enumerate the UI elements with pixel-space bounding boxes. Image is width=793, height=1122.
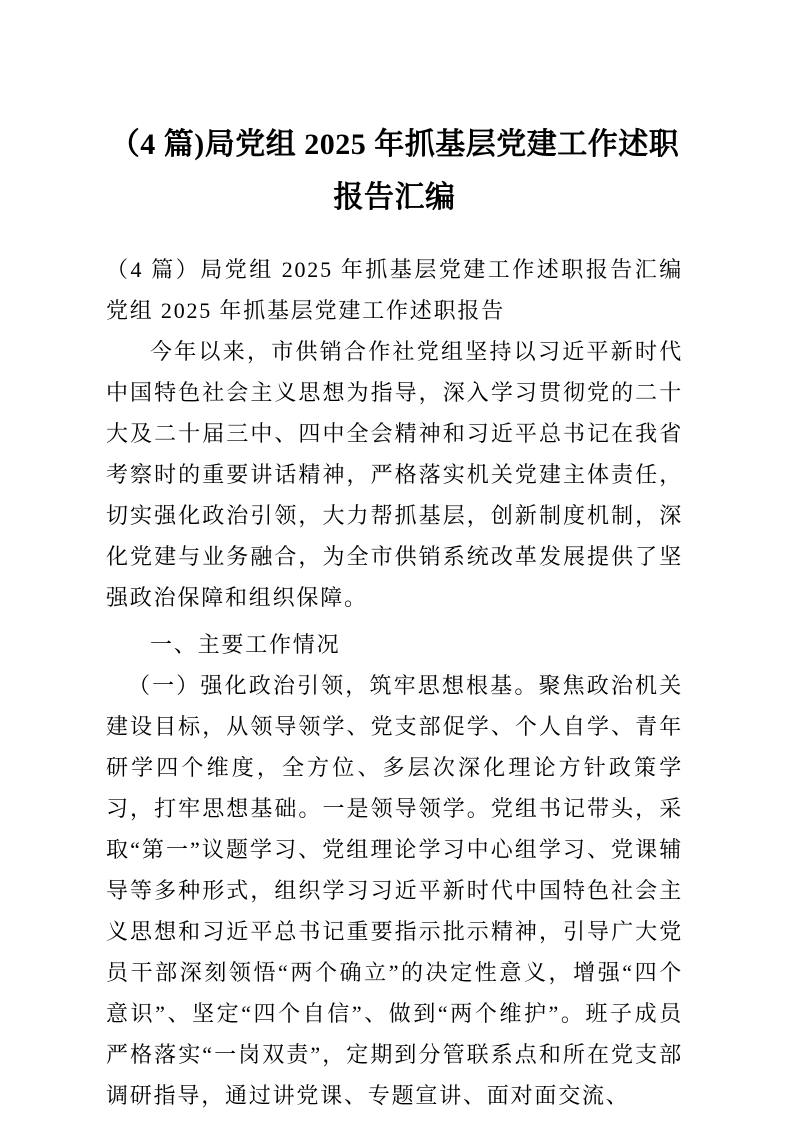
document-title [106, 118, 683, 224]
paragraph-subtitle-run-in: （4 篇）局党组 2025 年抓基层党建工作述职报告汇编党组 2025 年抓基层党建工作述职报告 [106, 257, 683, 323]
title-line-1: （4 篇)局党组 2025 年抓基层党建工作述职 [109, 128, 680, 161]
title-line-2: 报告汇编 [333, 181, 456, 214]
paragraph-subsection-political-leadership: （一）强化政治引领，筑牢思想根基。聚焦政治机关建设目标，从领导领学、党支部促学、个人自学、青年研学四个维度，全方位、多层次深化理论方针政策学习，打牢思想基础。一是领导领学。党组书记带头，采取“第一”议题学习、党组理论学习中心组学习、党课辅导等多种形式，组织学习习近平新时代中国特色社会主义思想和习近平总书记重要指示批示精神，引导广大党员干部深刻领悟“两个确立”的决定性意义，增强“四个意识”、坚定“四个自信”、做到“两个维护”。班子成员严格落实“一岗双责”，定期到分管联系点和所在党支部调研指导，通过讲党课、专题宣讲、面对面交流、 [106, 673, 683, 1108]
paragraph-intro: 今年以来，市供销合作社党组坚持以习近平新时代中国特色社会主义思想为指导，深入学习贯彻党的二十大及二十届三中、四中全会精神和习近平总书记在我省考察时的重要讲话精神，严格落实机关党建主体责任，切实强化政治引领，大力帮抓基层，创新制度机制，深化党建与业务融合，为全市供销系统改革发展提供了坚强政治保障和组织保障。 [106, 339, 683, 610]
section-heading-main-work: 一、主要工作情况 [150, 632, 341, 657]
document-body [106, 249, 683, 1116]
